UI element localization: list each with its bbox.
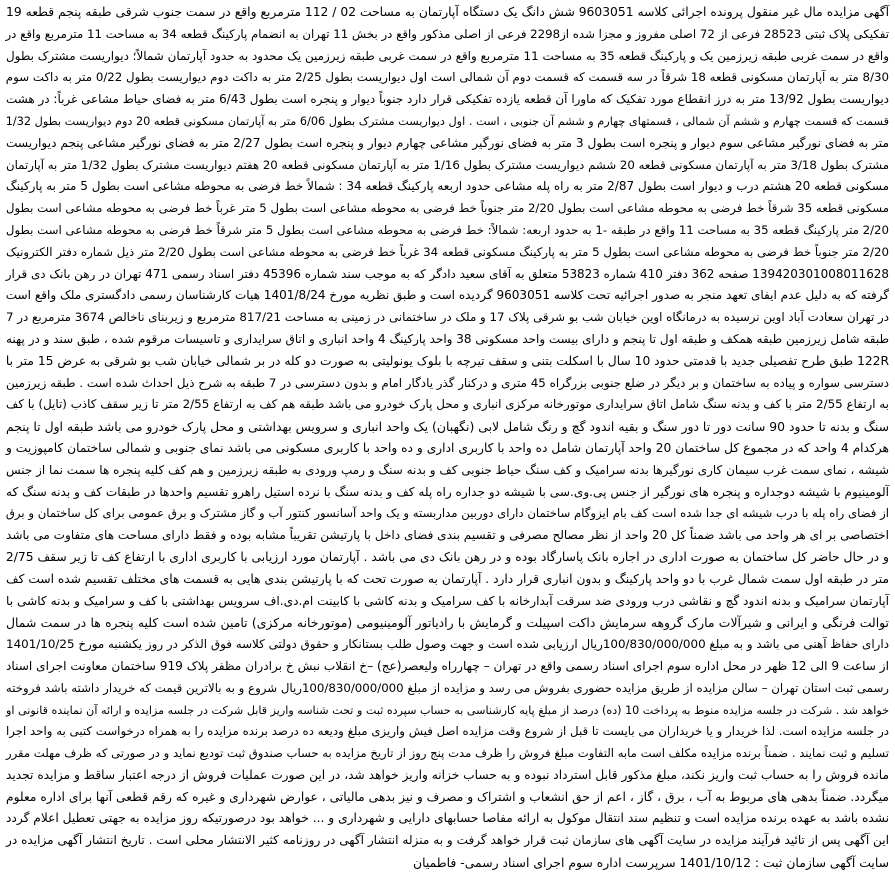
- notice-line: به ارتفاع 2/55 متر با کف و بدنه سنگ شامل اتاق سرایداری موتورخانه مرکزی انباری و محل پارک خودرو می باشد طبقه هم کف به ارتفاع 2/55 متر تا زیر سقف کاذب (تایل) با کف: [6, 397, 889, 412]
- notice-line: میگردد. ضمناً بدهی های مربوط به آب ، برق ، گاز ، اعم از حق انشعاب و اشتراک و مصرف و نیز بدهی مالیاتی ، عوارض شهرداری و غیره که رقم قطعی آنها برای اداره معلوم: [6, 789, 889, 804]
- notice-line: خواهد شد . شرکت در جلسه مزایده منوط به پرداخت 10 (ده) درصد از مبلغ پایه کارشناسی به حساب سپرده ثبت و تحت شناسه واریز قابل شرکت در جلسه مزایده و ارائه آن نماینده قانونی او: [6, 703, 889, 717]
- notice-line: مانده فروش را به حساب ثبت واریز نکند، مبلغ مذکور قابل استرداد نبوده و به حساب خزانه واریز خواهد شد، در این صورت عملیات فروش از درجه اعتبار ساقط و مزایده تجدید: [6, 767, 889, 782]
- notice-line: آلومینیوم با شیشه دوجداره و پنجره های نورگیر از جنس پی.وی.سی با شیشه دو جداره راه پله کف و بدنه سنگ با نرده استیل راهرو تقسیم واحدها در طبقات کف و بدنه سنگ که: [6, 484, 889, 499]
- notice-line: 8/30 متر به آپارتمان مسکونی قطعه 18 شرقاً در سه قسمت که قسمت دوم آن شمالی است اول دیواریست بطول 2/25 متر به داکت دوم دیواریست بطول 0/22 متر به داکت سوم: [5, 70, 889, 85]
- notice-line: مسکونی قطعه 35 شرقاً خط فرضی به محوطه مشاعی است بطول 2/20 متر جنوباً خط فرضی به محوطه مشاعی است بطول 5 متر غرباً خط فرضی به محوطه مشاعی است بطول: [6, 201, 890, 216]
- notice-line: 139420301008011628 صفحه 362 دفتر 410 شماره 53823 متعلق به آقای سعید دادگر که به موجب سند شماره 45396 دفتر اسناد رسمی 471 تهران در رهن بانک دی قرار: [5, 266, 889, 281]
- notice-line: مشترک بطول 3/18 متر به آپارتمان مسکونی قطعه 20 ششم دیواریست مشترک بطول 1/16 متر به آپارتمان مسکونی قطعه 20 هفتم دیواریست مشترک بطول 1/32 متر به آپارتمان: [6, 157, 889, 172]
- notice-line: مسکونی قطعه 20 هشتم درب و دیوار است بطول 2/87 متر به راه پله مشاعی حدود اربعه پارکینگ قطعه 34 : شمالاً خط فرضی به محوطه مشاعی است بطول 5 متر به پارکینگ: [5, 179, 889, 194]
- notice-line: تفکیکی پلاک ثبتی 28523 فرعی از 72 اصلی مفروز و مجزا شده از2298 فرعی از اصلی مذکور واقع در بخش 11 تهران به انضمام پارکینگ قطعه 34 به مساحت 11 مترمربع واقع در: [5, 26, 889, 41]
- notice-line: رسمی ثبت استان تهران – سالن مزایده از طریق مزایده حضوری بفروش می رسد و مزایده از مبلغ 100/830/000/000ریال شروع و به بالاترین قیمت که خریدار داشته باشد فروخته: [5, 680, 889, 695]
- notice-line: متر در طبقه اول سمت شمال غرب با دو واحد پارکینگ و بدون انباری قرار دارد . آپارتمان به صورت تحت که با پارتیشن بندی هایی به قسمت های مختلف تقسیم شده است کف: [6, 571, 889, 586]
- notice-line: گرفته که به دلیل عدم ایفای تعهد منجر به صدور اجرائیه تحت کلاسه 9603051 گردیده است و طبق نظریه مورخ 1401/8/24 هیات کارشناسان رسمی دادگستری ملک واقع است: [5, 288, 889, 303]
- notice-line: شیشه ، نمای سمت غرب سیمان کاری نورگیرها بدنه سرامیک و کف سنگ حیاط جنوبی کف و بدنه سنگ و رمپ ورودی به طبقه زیرزمین و هم کف کلیه پنجره ها سمت نما از جنس: [6, 462, 889, 477]
- notice-line: در تهران سعادت آباد اوین نرسیده به درمانگاه اوین خیابان شب بو شرقی پلاک 17 و ملک در ساختمانی در زمینی به مساحت 817/21 مترمربع و زیربنای ناخالص 3674 مترمربع در 7: [6, 310, 889, 325]
- notice-line: از فضای راه پله با درب شیشه ای جدا شده است کف بام ایزوگام ساختمان دارای دوربین مداربسته و یک واحد آسانسور کنتور آب و گاز مشترک و برق عمومی برای کل ساختمان و برق: [5, 506, 889, 521]
- notice-line: دیواریست بطول 13/92 متر به درز انقطاع مورد تفکیک که ماورا آن قطعه یازده تفکیکی قرار دارد جنوباً دیوار و پنجره است بطول 6/43 متر به فضای حیاط مشاعی غرباً: در هشت: [6, 92, 889, 107]
- notice-line: توالت فرنگی و ایرانی و شیرآلات مارک گروهه سرمایش داکت اسپیلت و گرمایش با رادیاتور آلومینیومی (موتورخانه مرکزی) تامین شده است کلیه پنجره ها در سمت شمال: [6, 615, 889, 631]
- notice-line: 122R طبق طرح تفصیلی جدید با قدمتی حدود 10 سال با اسکلت بتنی و سقف تیرچه با بلوک یونولیتی به صورت دو کله در بر شمالی خیابان شب بو شرقی به عرض 15 متر با: [5, 353, 889, 368]
- notice-line: نشده باشد به عهده برنده مزایده است و تنظیم سند انتقال موکول به ارائه مفاصا حسابهای دارایی و شهرداری و ... خواهد بود درصورتیکه روز مزایده به جهتی تعطیل اعلام گردد: [6, 811, 889, 826]
- notice-line: در جلسه مزایده است. لذا خریدار و یا خریداران می بایست تا قبل از شروع وقت مزایده اصل فیش واریزی مبلغ ودیعه ده درصد برنده مزایده را به همراه درخواست کتبی به واحد اجرا: [6, 724, 889, 739]
- notice-line: متر به فضای نورگیر مشاعی سوم دیوار و پنجره است بطول 3 متر به فضای نورگیر مشاعی چهارم دیوار و پنجره است بطول 2/27 متر به فضای نورگیر مشاعی پنجم دیواریست: [6, 135, 889, 150]
- notice-line: 2/20 متر جنوباً خط فرضی به محوطه مشاعی است بطول 5 متر به پارکینگ مسکونی قطعه 34 غرباً خط فرضی به محوطه مشاعی است بطول 2/20 متر ذیل شماره دفتر الکترونیک: [5, 244, 889, 259]
- notice-line: سایت آگهی سازمان ثبت : 1401/10/12 سرپرست اداره سوم اجرای اسناد رسمی- فاطمیان: [412, 855, 889, 871]
- notice-line: آگهی مزایده مال غیر منقول پرونده اجرائی کلاسه 9603051 شش دانگ یک دستگاه آپارتمان به مساحت 02 / 112 مترمربع واقع در سمت جنوب شرقی طبقه پنجم قطعه 19: [6, 5, 889, 19]
- notice-line: از ساعت 9 الی 12 ظهر در محل اداره سوم اجرای اسناد رسمی واقع در تهران – چهارراه ولیعصر(عج) –خ انقلاب نبش خ برادران مظفر پلاک 919 ساختمان معاونت اجرای اسناد: [6, 658, 889, 673]
- notice-line: این آگهی پس از تائید فرآیند مزایده در سایت آگهی های سازمان ثبت قرار خواهد گرفت و به منزله انتشار آگهی در روزنامه کثیر الانتشار محلی است . تاریخ انتشار آگهی مزایده در: [6, 833, 889, 848]
- notice-line: قسمت که قسمت چهارم و ششم آن شمالی ، قسمتهای چهارم و ششم آن جنوبی ، است . اول دیواریست مشترک بطول 6/06 متر به آپارتمان مسکونی قطعه 20 دوم دیواریست بطول 1/32: [5, 114, 889, 128]
- notice-line: دارای حفاظ آهنی می باشد و به مبلغ 100/830/000/000ریال ارزیابی شده است و جهت وصول طلب بستانکار و حقوق دولتی کلاسه فوق الذکر در روز یکشنبه مورخ 1401/10/25: [6, 637, 889, 652]
- notice-line: 2/20 متر پارکینگ قطعه 35 به مساحت 11 واقع در طبقه -1 به حدود اربعه: شمالاً: خط فرضی به محوطه مشاعی است بطول 5 متر شرقاً خط فرضی به محوطه مشاعی است بطول: [5, 222, 889, 237]
- notice-line: اختصاصی بر ای هر واحد می باشد ضمناً کل 20 واحد از نظر مصالح مصرفی و تقسیم بندی فضای داخل با پارتیشن تقریباً مشابه بوده و فقط دارای مساحت های متفاوت می باشد: [6, 528, 889, 543]
- notice-line: تسلیم و ثبت نمایند . ضمناً برنده مزایده مکلف است مابه التفاوت مبلغ فروش را ظرف مدت پنج روز از تاریخ مزایده به حساب صندوق ثبت تودیع نماید و در صورتی که ظرف مهلت مقرر: [6, 746, 889, 761]
- notice-line: واقع در سمت غربی طبقه زیرزمین یک و پارکینگ قطعه 35 به مساحت 11 مترمربع واقع در سمت غربی طبقه زیرزمین یک محدود به حدود آپارتمان شمالاً؛ دیواریست مشترک بطول: [6, 48, 889, 63]
- notice-line: طبقه شامل زیرزمین طبقه همکف و طبقه اول تا پنجم و دارای بیست واحد مسکونی 38 واحد پارکینگ 4 واحد انباری و اتاق سرایداری و تاسیسات مرقوم شده ، طبق سند و در پهنه: [6, 331, 889, 346]
- notice-line: و در حال حاضر کل ساختمان به صورت اداری در اجاره بانک پاسارگاد بوده و در رهن بانک دی می باشد . آپارتمان مورد ارزیابی با کاربری اداری با ارتفاع کف تا زیر سقف 2/75: [5, 549, 889, 564]
- notice-line: سنگ و بدنه تا حدود 90 سانت دور تا دور سنگ و بقیه اندود گچ و رنگ شامل لابی (نگهبان) یک واحد انباری و سرویس بهداشتی و محل پارک خودرو می باشد طبقه اول تا پنجم: [6, 419, 889, 435]
- notice-line: هرکدام 4 واحد که در مجموع کل ساختمان 20 واحد آپارتمان شامل ده واحد با کاربری اداری و ده واحد با کاربری مسکونی می باشد نمای جنوبی و شمالی ساختمان کامپوزیت و: [6, 440, 890, 455]
- notice-line: آپارتمان سرامیک و بدنه اندود گچ و نقاشی درب ورودی ضد سرقت آبدارخانه با کف سرامیک و بدنه کاشی با کابینت ام.دی.اف سرویس بهداشتی با کف و سرامیک و بدنه کاشی با: [6, 593, 889, 608]
- notice-line: دسترسی سواره و پیاده به ساختمان و بر دیگر در ضلع جنوبی بزرگراه 45 متری و درکنار گذر یادگار امام و بدون دسترسی در 7 طبقه به شرح ذیل احداث شده است . طبقه زیرزمین: [6, 375, 890, 390]
